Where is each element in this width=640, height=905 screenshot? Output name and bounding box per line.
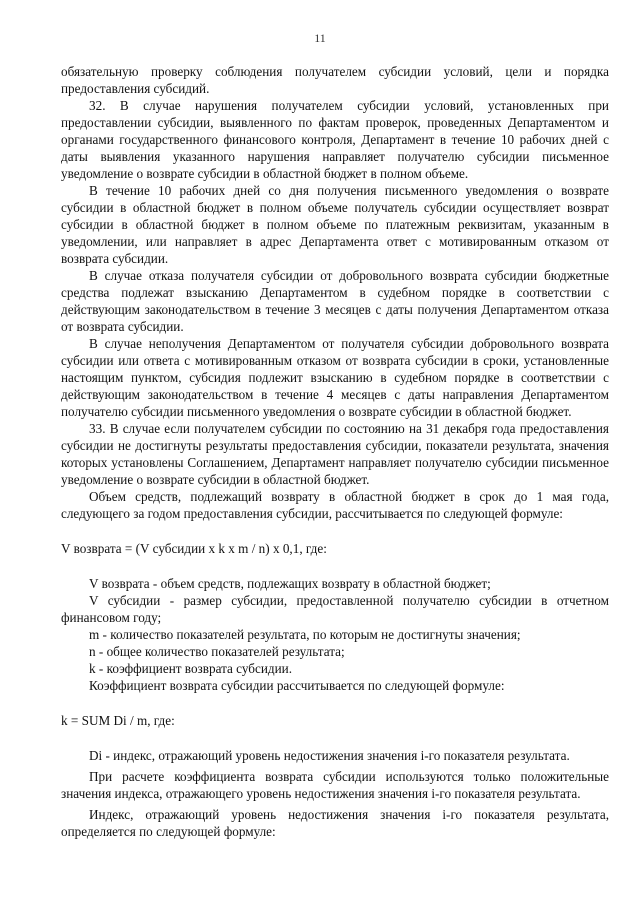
paragraph-return-volume: Объем средств, подлежащий возврату в областной бюджет в срок до 1 мая года, следующего за годом предоставления субсидии, рассчитывается по следующей формуле:: [61, 489, 609, 521]
page-number: 11: [314, 31, 326, 45]
definition-k: k - коэффициент возврата субсидии.: [89, 661, 292, 676]
paragraph-continuation: обязательную проверку соблюдения получателем субсидии условий, цели и порядка предоставления субсидий.: [61, 64, 609, 96]
definition-di: Di - индекс, отражающий уровень недостижения значения i-го показателя результата.: [89, 748, 570, 763]
paragraph-return-deadline: В течение 10 рабочих дней со дня получения письменного уведомления о возврате субсидии в областной бюджет в полном объеме получатель субсидии осуществляет возврат субсидии в областной бюджет в полном объеме по платежным реквизитам, указанным в уведомлении, или направляет в адрес Департамента ответ с мотивированным отказом от возврата субсидии.: [61, 183, 609, 266]
formula-return-volume: V возврата = (V субсидии x k x m / n) x 0,1, где:: [61, 541, 327, 556]
paragraph-index-intro: Индекс, отражающий уровень недостижения значения i-го показателя результата, определяется по следующей формуле:: [61, 807, 609, 839]
formula-coefficient: k = SUM Di / m, где:: [61, 713, 175, 728]
paragraph-coefficient-intro: Коэффициент возврата субсидии рассчитывается по следующей формуле:: [89, 678, 505, 693]
definition-v-return: V возврата - объем средств, подлежащих возврату в областной бюджет;: [89, 576, 491, 591]
definition-v-subsidy: V субсидии - размер субсидии, предоставленной получателю субсидии в отчетном финансовом году;: [61, 593, 609, 625]
document-body: [61, 63, 609, 840]
paragraph-clause-32: 32. В случае нарушения получателем субсидии условий, установленных при предоставлении субсидии, выявленного по фактам проверок, проведенных Департаментом и органами государственного финансового контроля, Департамент в течение 10 рабочих дней с даты выявления указанного нарушения направляет получателю субсидии письменное уведомление о возврате субсидии в областной бюджет в полном объеме.: [61, 98, 609, 181]
paragraph-non-receipt: В случае неполучения Департаментом от получателя субсидии добровольного возврата субсидии или ответа с мотивированным отказом от возврата субсидии в сроки, установленные настоящим пунктом, субсидия подлежит взысканию в судебном порядке в соответствии с действующим законодательством в течение 4 месяцев с даты направления Департаментом получателю субсидии письменного уведомления о возврате субсидии в областной бюджет.: [61, 336, 609, 419]
paragraph-clause-33: 33. В случае если получателем субсидии по состоянию на 31 декабря года предоставления субсидии не достигнуты результаты предоставления субсидии, показатели результата, значения которых установлены Соглашением, Департамент направляет получателю субсидии письменное уведомление о возврате субсидии в областной бюджет.: [61, 421, 609, 487]
definition-m: m - количество показателей результата, по которым не достигнуты значения;: [89, 627, 521, 642]
paragraph-positive-values: При расчете коэффициента возврата субсидии используются только положительные значения индекса, отражающего уровень недостижения значения i-го показателя результата.: [61, 769, 609, 801]
definition-n: n - общее количество показателей результата;: [89, 644, 345, 659]
paragraph-refusal: В случае отказа получателя субсидии от добровольного возврата субсидии бюджетные средства подлежат взысканию Департаментом в судебном порядке в соответствии с действующим законодательством в течение 3 месяцев с даты получения Департаментом отказа от возврата субсидии.: [61, 268, 609, 334]
